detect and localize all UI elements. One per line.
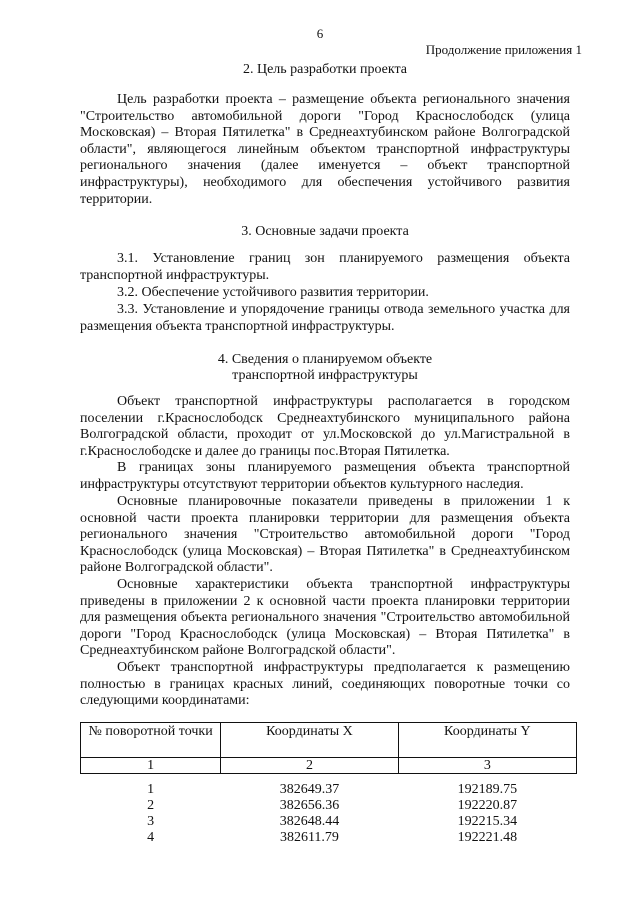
section-4-paragraph-2: В границах зоны планируемого размещения объекта транспортной инфраструктуры отсутствуют территории объектов культурного наследия. [80,460,570,492]
section-2-title: 2. Цель разработки проекта [242,62,407,77]
task-3-1: 3.1. Установление границ зон планируемого размещения объекта транспортной инфраструктуры. [80,251,570,283]
section-4-paragraph-4: Основные характеристики объекта транспортной инфраструктуры приведены в приложении 2 к основной части проекта планировки территории для размещения объекта регионального значения "Строительство автомобильной дороги "Город Краснослободск (улица Московская) – Вторая Пятилетка" в Среднеахтубинском районе Волгоградской области". [80,577,570,659]
table-row [81,798,577,814]
header-coord-x: Координаты X [221,723,398,758]
point-number: 4 [147,830,155,845]
column-number: 1 [81,758,221,774]
continuation-note: Продолжение приложения 1 [425,42,582,57]
table-row [81,774,577,799]
header-point-number: № поворотной точки [81,723,221,758]
column-number-row [81,758,577,774]
section-4-paragraph-1: Объект транспортной инфраструктуры располагается в городском поселении г.Краснослободск Среднеахтубинского муниципального района Волгоградской области, проходит от ул.Московской до ул.Магистральной в г.Краснослободске и далее до границы пос.Вторая Пятилетка. [80,394,570,459]
section-4-paragraph-3: Основные планировочные показатели приведены в приложении 1 к основной части проекта планировки территории для размещения объекта регионального значения "Строительство автомобильной дороги "Город Краснослободск (улица Московская) – Вторая Пятилетка" в Среднеахтубинском районе Волгоградской области". [80,494,570,576]
column-number: 3 [398,758,576,774]
point-number: 3 [147,814,155,829]
point-number: 1 [147,782,155,797]
coord-y: 192215.34 [457,814,518,829]
task-3-2: 3.2. Обеспечение устойчивого развития территории. [117,285,429,300]
page-number: 6 [316,26,324,41]
coord-y: 192221.48 [457,830,518,845]
coordinates-table [80,722,577,846]
table-row [81,830,577,846]
header-coord-y: Координаты Y [398,723,576,758]
coord-y: 192220.87 [457,798,518,813]
section-3-title: 3. Основные задачи проекта [241,224,409,239]
coord-x: 382656.36 [279,798,340,813]
point-number: 2 [147,798,155,813]
coord-x: 382648.44 [279,814,340,829]
coord-x: 382611.79 [279,830,339,845]
coord-x: 382649.37 [279,782,340,797]
coord-y: 192189.75 [457,782,518,797]
section-4-title-line1: 4. Сведения о планируемом объекте [217,352,433,367]
table-header-row [81,723,577,758]
section-4-paragraph-5: Объект транспортной инфраструктуры предполагается к размещению полностью в границах красных линий, соединяющих поворотные точки со следующими координатами: [80,660,570,709]
section-2-paragraph: Цель разработки проекта – размещение объекта регионального значения "Строительство автомобильной дороги "Город Краснослободск (улица Московская) – Вторая Пятилетка" в Среднеахтубинском районе Волгоградской области", являющегося линейным объектом транспортной инфраструктуры регионального значения (далее именуется – объект транспортной инфраструктуры), необходимого для обеспечения устойчивого развития территории. [80,92,570,207]
table-row [81,814,577,830]
column-number: 2 [221,758,398,774]
task-3-3: 3.3. Установление и упорядочение границы отвода земельного участка для размещения объекта транспортной инфраструктуры. [80,302,570,334]
section-4-title-line2: транспортной инфраструктуры [232,368,418,383]
